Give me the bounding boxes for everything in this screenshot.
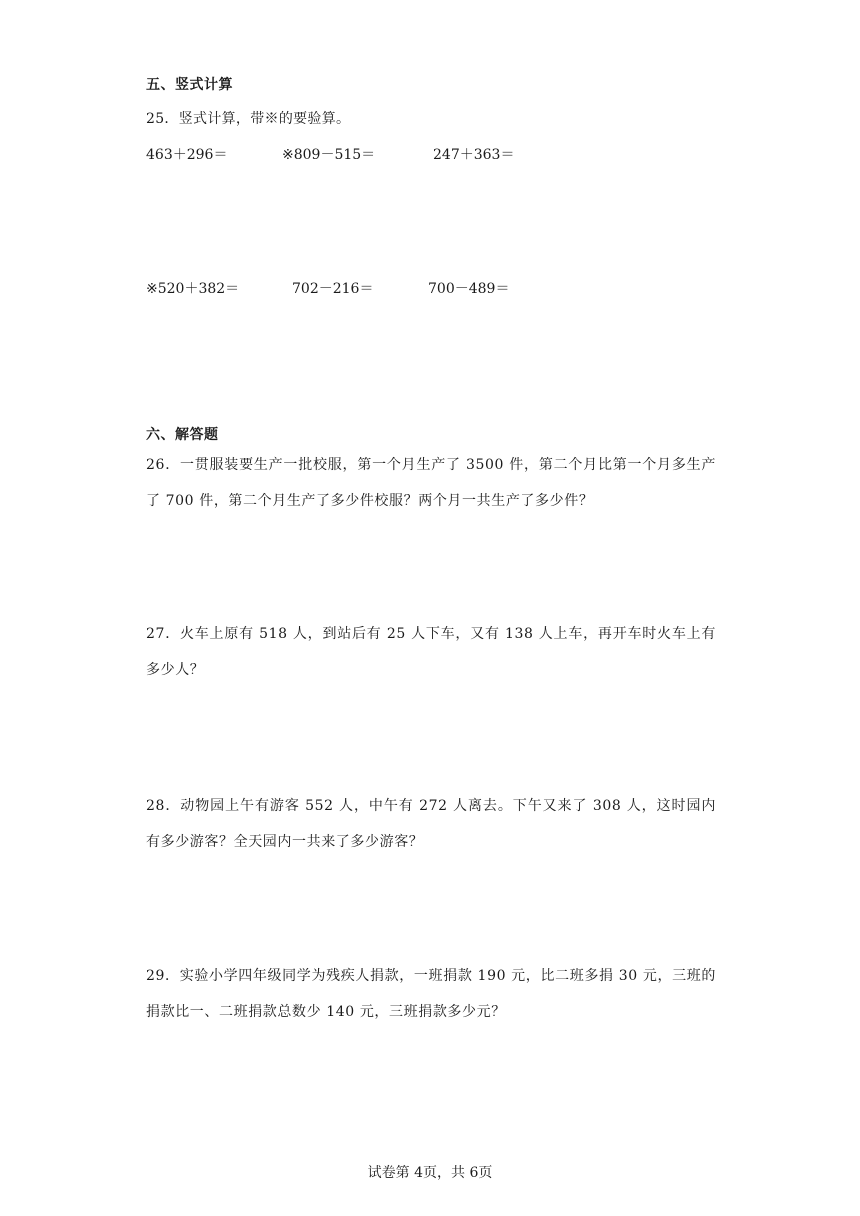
section-5-title: 五、竖式计算 xyxy=(146,77,233,93)
question-29: 29．实验小学四年级同学为残疾人捐款，一班捐款 190 元，比二班多捐 30 元，三班的捐款比一、二班捐款总数少 140 元，三班捐款多少元？ xyxy=(146,968,716,1020)
calc-expression: 700－489＝ xyxy=(428,281,510,297)
calc-expression: 247＋363＝ xyxy=(433,147,515,163)
calc-expression: 463＋296＝ xyxy=(146,147,228,163)
question-28: 28．动物园上午有游客 552 人，中午有 272 人离去。下午又来了 308 人，这时园内有多少游客？全天园内一共来了多少游客？ xyxy=(146,798,716,850)
calc-expression: ※809－515＝ xyxy=(282,147,376,163)
calc-expression: 702－216＝ xyxy=(292,281,374,297)
calc-expression: ※520＋382＝ xyxy=(146,281,240,297)
section-6-title: 六、解答题 xyxy=(146,427,219,443)
page-number-footer: 试卷第 4页，共 6页 xyxy=(367,1165,493,1181)
question-26: 26．一贯服装要生产一批校服，第一个月生产了 3500 件，第二个月比第一个月多生产了 700 件，第二个月生产了多少件校服？两个月一共生产了多少件？ xyxy=(146,457,716,509)
question-27: 27．火车上原有 518 人，到站后有 25 人下车，又有 138 人上车，再开车时火车上有多少人？ xyxy=(146,626,716,678)
question-25-prompt: 25．竖式计算，带※的要验算。 xyxy=(146,111,351,127)
